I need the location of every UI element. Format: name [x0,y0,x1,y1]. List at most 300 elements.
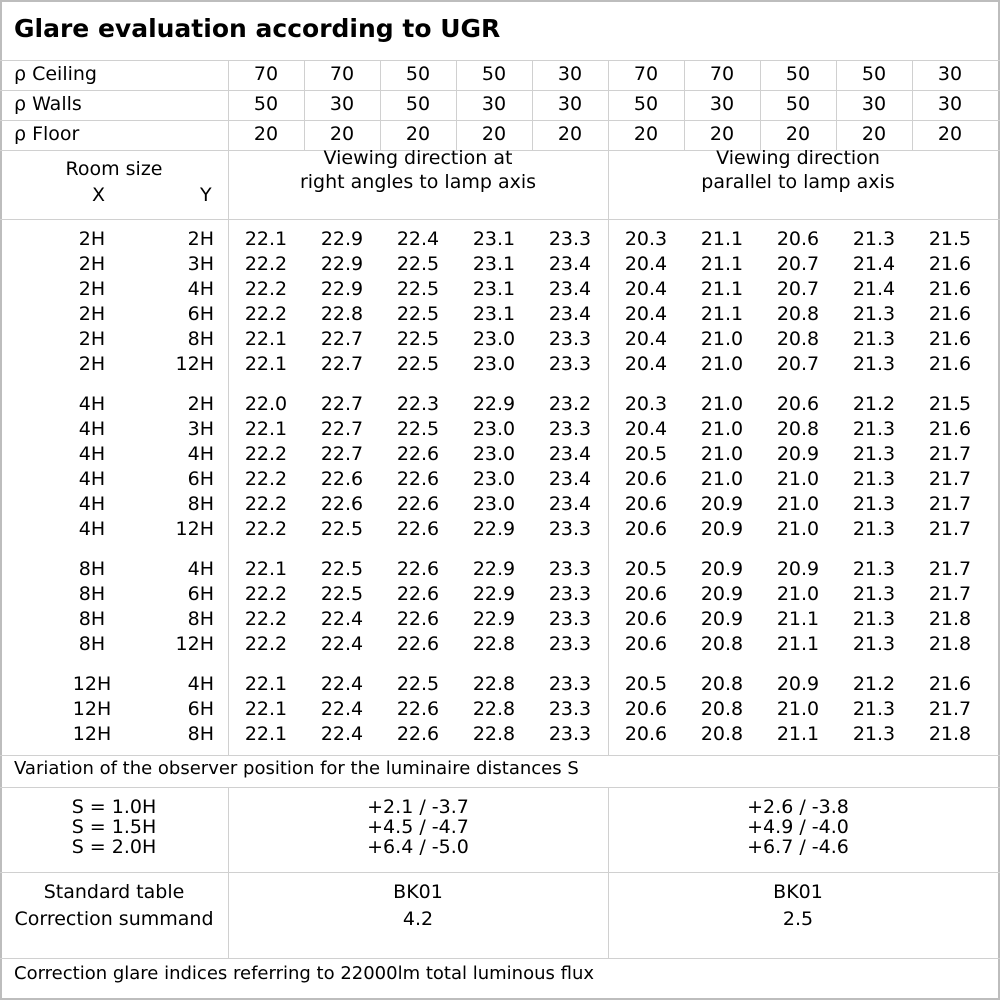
ugr-value: 22.8 [472,673,516,695]
ugr-value: 21.1 [700,228,744,250]
ugr-value: 22.5 [396,353,440,375]
ugr-value: 21.0 [700,353,744,375]
room-size-y: 4H [187,443,214,465]
ugr-value: 23.3 [548,353,592,375]
ugr-value: 22.1 [244,723,288,745]
variation-title: Variation of the observer position for the luminaire distances S [14,758,579,779]
divider [0,60,1000,61]
ugr-value: 22.8 [472,633,516,655]
ugr-value: 22.4 [320,633,364,655]
ugr-value: 22.4 [320,723,364,745]
ugr-value: 21.6 [928,278,972,300]
ugr-value: 22.6 [396,698,440,720]
ugr-value: 21.0 [700,418,744,440]
ugr-value: 22.8 [472,698,516,720]
reflectance-value: 50 [405,93,431,115]
reflectance-value: 20 [253,123,279,145]
ugr-value: 22.2 [244,253,288,275]
room-size-x: 4H [78,393,106,415]
room-size-y: 2H [187,228,214,250]
reflectance-value: 30 [481,93,507,115]
ugr-value: 20.5 [624,673,668,695]
ugr-value: 22.7 [320,328,364,350]
ugr-value: 20.9 [776,673,820,695]
ugr-value: 23.3 [548,633,592,655]
ugr-value: 22.2 [244,633,288,655]
divider [532,60,533,150]
ugr-value: 23.1 [472,278,516,300]
ugr-value: 21.2 [852,673,896,695]
ugr-value: 21.3 [852,493,896,515]
ugr-value: 23.4 [548,468,592,490]
ugr-value: 22.0 [244,393,288,415]
ugr-value: 23.3 [548,608,592,630]
reflectance-value: 50 [785,63,811,85]
ugr-value: 22.7 [320,443,364,465]
divider [608,60,609,150]
room-size-y: 8H [187,608,214,630]
ugr-value: 21.0 [776,698,820,720]
ugr-value: 22.6 [396,583,440,605]
ugr-value: 22.1 [244,228,288,250]
room-size-y: 8H [187,328,214,350]
reflectance-value: 70 [709,63,735,85]
ugr-value: 21.3 [852,558,896,580]
ugr-value: 22.7 [320,393,364,415]
ugr-value: 23.4 [548,493,592,515]
ugr-value: 20.6 [624,518,668,540]
room-size-x: 12H [72,698,112,720]
ugr-value: 21.6 [928,328,972,350]
room-size-x: 2H [78,253,106,275]
ugr-value: 22.2 [244,608,288,630]
ugr-value: 21.0 [776,468,820,490]
room-size-y: 3H [187,418,214,440]
ugr-value: 23.4 [548,253,592,275]
ugr-value: 20.8 [776,328,820,350]
ugr-value: 21.5 [928,393,972,415]
room-size-y: 6H [187,583,214,605]
ugr-value: 22.6 [396,608,440,630]
ugr-value: 22.9 [320,278,364,300]
standard-table-right: BK01 [393,881,443,903]
correction-summand-label: Correction summand [14,908,214,930]
divider [608,150,609,755]
ugr-value: 22.5 [396,418,440,440]
ugr-value: 22.1 [244,353,288,375]
ugr-value: 21.3 [852,583,896,605]
room-size-x: 4H [78,418,106,440]
ugr-value: 21.1 [700,253,744,275]
room-size-x: 2H [78,353,106,375]
variation-right-value: +6.4 / -5.0 [367,836,469,858]
variation-s-label: S = 2.0H [71,836,157,858]
ugr-value: 23.0 [472,328,516,350]
room-size-y: 8H [187,493,214,515]
room-size-x: 8H [78,558,106,580]
room-size-y: 6H [187,698,214,720]
ugr-value: 20.9 [700,493,744,515]
room-size-x: 12H [72,673,112,695]
ugr-value: 22.6 [320,468,364,490]
ugr-value: 20.4 [624,328,668,350]
ugr-value: 21.4 [852,278,896,300]
room-size-x: 4H [78,468,106,490]
ugr-value: 20.6 [624,493,668,515]
ugr-value: 20.9 [700,518,744,540]
ugr-value: 20.9 [700,608,744,630]
reflectance-value: 20 [557,123,583,145]
ugr-value: 23.0 [472,443,516,465]
ugr-value: 22.1 [244,328,288,350]
ugr-value: 22.6 [320,493,364,515]
ugr-value: 21.3 [852,468,896,490]
ugr-value: 20.7 [776,353,820,375]
ugr-value: 21.7 [928,583,972,605]
ugr-value: 22.1 [244,418,288,440]
ugr-value: 23.3 [548,418,592,440]
ugr-value: 23.1 [472,253,516,275]
ugr-value: 23.3 [548,328,592,350]
ugr-value: 21.6 [928,253,972,275]
reflectance-value: 30 [937,93,963,115]
ugr-value: 20.7 [776,253,820,275]
ugr-value: 21.5 [928,228,972,250]
ugr-value: 23.1 [472,228,516,250]
reflectance-value: 20 [481,123,507,145]
room-size-x: 8H [78,608,106,630]
ugr-value: 22.6 [396,633,440,655]
room-size-x: 2H [78,303,106,325]
ugr-value: 23.0 [472,353,516,375]
reflectance-value: 70 [329,63,355,85]
reflectance-value: 50 [253,93,279,115]
ugr-value: 20.4 [624,353,668,375]
ugr-value: 20.3 [624,228,668,250]
reflectance-value: 20 [709,123,735,145]
room-size-y: 6H [187,468,214,490]
ugr-value: 21.8 [928,608,972,630]
ugr-value: 22.3 [396,393,440,415]
ugr-value: 22.5 [320,583,364,605]
footer-note: Correction glare indices referring to 22000lm total luminous flux [14,963,594,984]
ugr-value: 22.6 [396,558,440,580]
ugr-value: 23.0 [472,468,516,490]
reflectance-value: 20 [937,123,963,145]
frame-top-border [0,0,1000,2]
variation-right-value: +2.1 / -3.7 [367,796,469,818]
ugr-value: 22.2 [244,468,288,490]
room-size-y: 12H [175,353,214,375]
ugr-value: 22.6 [396,468,440,490]
reflectance-value: 50 [633,93,659,115]
room-size-x: 2H [78,278,106,300]
ugr-value: 22.1 [244,558,288,580]
ugr-value: 20.9 [776,443,820,465]
ugr-value: 23.4 [548,278,592,300]
divider [684,60,685,150]
room-size-x-label: X [92,184,106,206]
divider [0,787,1000,788]
ugr-value: 21.3 [852,443,896,465]
reflectance-value: 20 [405,123,431,145]
ugr-value: 20.9 [700,583,744,605]
reflectance-label: ρ Floor [14,123,80,145]
ugr-value: 21.6 [928,418,972,440]
reflectance-value: 50 [861,63,887,85]
room-size-y: 6H [187,303,214,325]
ugr-value: 20.6 [624,633,668,655]
ugr-value: 21.1 [776,723,820,745]
ugr-value: 22.2 [244,518,288,540]
ugr-value: 21.7 [928,518,972,540]
reflectance-label: ρ Ceiling [14,63,97,85]
ugr-value: 21.3 [852,303,896,325]
ugr-value: 21.2 [852,393,896,415]
ugr-value: 21.3 [852,633,896,655]
ugr-value: 20.6 [624,608,668,630]
ugr-value: 23.3 [548,518,592,540]
room-size-x: 12H [72,723,112,745]
ugr-value: 23.3 [548,558,592,580]
divider [836,60,837,150]
room-size-y: 2H [187,393,214,415]
reflectance-value: 30 [329,93,355,115]
ugr-value: 21.0 [700,393,744,415]
variation-parallel-value: +4.9 / -4.0 [747,816,849,838]
divider [760,60,761,150]
room-size-x: 8H [78,583,106,605]
ugr-value: 23.4 [548,303,592,325]
room-size-y-label: Y [200,184,212,206]
ugr-value: 20.5 [624,558,668,580]
ugr-value: 21.1 [700,303,744,325]
ugr-value: 23.3 [548,228,592,250]
ugr-value: 20.4 [624,278,668,300]
room-size-y: 4H [187,558,214,580]
ugr-value: 22.4 [320,673,364,695]
ugr-value: 20.5 [624,443,668,465]
ugr-value: 20.9 [776,558,820,580]
ugr-value: 22.1 [244,673,288,695]
divider [0,872,1000,873]
divider [380,60,381,150]
ugr-value: 21.3 [852,723,896,745]
ugr-value: 20.4 [624,418,668,440]
divider [912,60,913,150]
ugr-value: 23.0 [472,493,516,515]
reflectance-value: 20 [329,123,355,145]
ugr-value: 20.6 [624,468,668,490]
ugr-value: 22.9 [472,608,516,630]
ugr-value: 22.5 [396,253,440,275]
ugr-value: 23.3 [548,723,592,745]
reflectance-value: 20 [861,123,887,145]
ugr-value: 21.1 [776,608,820,630]
room-size-y: 12H [175,633,214,655]
ugr-value: 20.8 [776,418,820,440]
reflectance-value: 20 [633,123,659,145]
ugr-value: 22.5 [320,558,364,580]
ugr-value: 21.8 [928,633,972,655]
ugr-value: 22.9 [472,583,516,605]
ugr-value: 23.1 [472,303,516,325]
room-size-y: 4H [187,673,214,695]
reflectance-label: ρ Walls [14,93,82,115]
room-size-y: 3H [187,253,214,275]
divider [0,90,1000,91]
reflectance-value: 50 [481,63,507,85]
ugr-value: 21.7 [928,468,972,490]
standard-table-label: Standard table [43,881,185,903]
variation-parallel-value: +6.7 / -4.6 [747,836,849,858]
ugr-value: 22.9 [320,228,364,250]
ugr-value: 20.7 [776,278,820,300]
reflectance-value: 70 [253,63,279,85]
room-size-x: 8H [78,633,106,655]
ugr-value: 22.2 [244,583,288,605]
ugr-value: 22.5 [396,673,440,695]
ugr-value: 21.3 [852,353,896,375]
reflectance-value: 30 [937,63,963,85]
direction-parallel-line2: parallel to lamp axis [701,171,895,193]
ugr-value: 23.3 [548,673,592,695]
ugr-value: 21.6 [928,303,972,325]
reflectance-value: 30 [709,93,735,115]
ugr-value: 21.3 [852,418,896,440]
room-size-x: 2H [78,228,106,250]
ugr-value: 21.0 [776,518,820,540]
ugr-value: 20.6 [624,583,668,605]
ugr-value: 21.1 [776,633,820,655]
divider [0,120,1000,121]
ugr-value: 22.4 [396,228,440,250]
ugr-value: 22.5 [396,278,440,300]
ugr-value: 21.3 [852,328,896,350]
ugr-value: 22.4 [320,608,364,630]
ugr-value: 22.5 [396,303,440,325]
ugr-value: 21.3 [852,698,896,720]
divider [0,958,1000,959]
ugr-value: 22.1 [244,698,288,720]
ugr-value: 21.6 [928,673,972,695]
ugr-value: 22.2 [244,278,288,300]
ugr-value: 20.8 [700,723,744,745]
divider [456,60,457,150]
reflectance-value: 30 [557,63,583,85]
ugr-value: 21.7 [928,493,972,515]
ugr-value: 21.3 [852,228,896,250]
direction-parallel-line1: Viewing direction [716,147,880,169]
variation-s-label: S = 1.5H [71,816,157,838]
ugr-value: 21.3 [852,608,896,630]
room-size-x: 2H [78,328,106,350]
reflectance-value: 30 [861,93,887,115]
correction-summand-right: 4.2 [402,908,434,930]
room-size-y: 12H [175,518,214,540]
ugr-value: 23.3 [548,583,592,605]
ugr-value: 21.0 [700,328,744,350]
ugr-value: 22.8 [472,723,516,745]
ugr-value: 21.0 [700,443,744,465]
ugr-value: 21.0 [776,583,820,605]
standard-table-parallel: BK01 [773,881,823,903]
ugr-value: 21.7 [928,443,972,465]
ugr-value: 22.9 [472,558,516,580]
ugr-value: 20.8 [776,303,820,325]
ugr-value: 21.6 [928,353,972,375]
room-size-x: 4H [78,493,106,515]
ugr-value: 22.4 [320,698,364,720]
room-size-x: 4H [78,443,106,465]
reflectance-value: 50 [405,63,431,85]
ugr-value: 23.2 [548,393,592,415]
variation-right-value: +4.5 / -4.7 [367,816,469,838]
room-size-x: 4H [78,518,106,540]
ugr-value: 22.7 [320,418,364,440]
ugr-value: 23.4 [548,443,592,465]
ugr-value: 22.6 [396,723,440,745]
ugr-value: 20.4 [624,303,668,325]
ugr-value: 21.8 [928,723,972,745]
ugr-value: 20.8 [700,673,744,695]
ugr-value: 21.0 [700,468,744,490]
ugr-value: 20.9 [700,558,744,580]
ugr-value: 22.7 [320,353,364,375]
ugr-value: 22.5 [396,328,440,350]
ugr-value: 21.1 [700,278,744,300]
page-title: Glare evaluation according to UGR [14,14,501,43]
ugr-value: 20.8 [700,633,744,655]
divider [0,219,1000,220]
ugr-value: 20.6 [776,393,820,415]
ugr-value: 23.0 [472,418,516,440]
ugr-value: 22.6 [396,443,440,465]
ugr-value: 21.3 [852,518,896,540]
ugr-value: 20.6 [776,228,820,250]
room-size-y: 4H [187,278,214,300]
reflectance-value: 20 [785,123,811,145]
ugr-value: 22.8 [320,303,364,325]
ugr-value: 22.6 [396,518,440,540]
divider [0,755,1000,756]
ugr-value: 22.9 [472,518,516,540]
ugr-value: 20.8 [700,698,744,720]
ugr-value: 20.6 [624,723,668,745]
direction-right-line1: Viewing direction at [323,147,513,169]
ugr-value: 22.6 [396,493,440,515]
ugr-value: 22.2 [244,493,288,515]
variation-parallel-value: +2.6 / -3.8 [747,796,849,818]
ugr-value: 23.3 [548,698,592,720]
variation-s-label: S = 1.0H [71,796,157,818]
reflectance-value: 50 [785,93,811,115]
ugr-value: 22.2 [244,443,288,465]
ugr-value: 20.4 [624,253,668,275]
direction-right-line2: right angles to lamp axis [299,171,537,193]
reflectance-value: 70 [633,63,659,85]
ugr-value: 21.7 [928,558,972,580]
ugr-value: 21.0 [776,493,820,515]
ugr-value: 21.7 [928,698,972,720]
ugr-value: 20.3 [624,393,668,415]
ugr-value: 22.9 [320,253,364,275]
ugr-value: 21.4 [852,253,896,275]
reflectance-value: 30 [557,93,583,115]
ugr-value: 22.2 [244,303,288,325]
ugr-value: 20.6 [624,698,668,720]
room-size-y: 8H [187,723,214,745]
